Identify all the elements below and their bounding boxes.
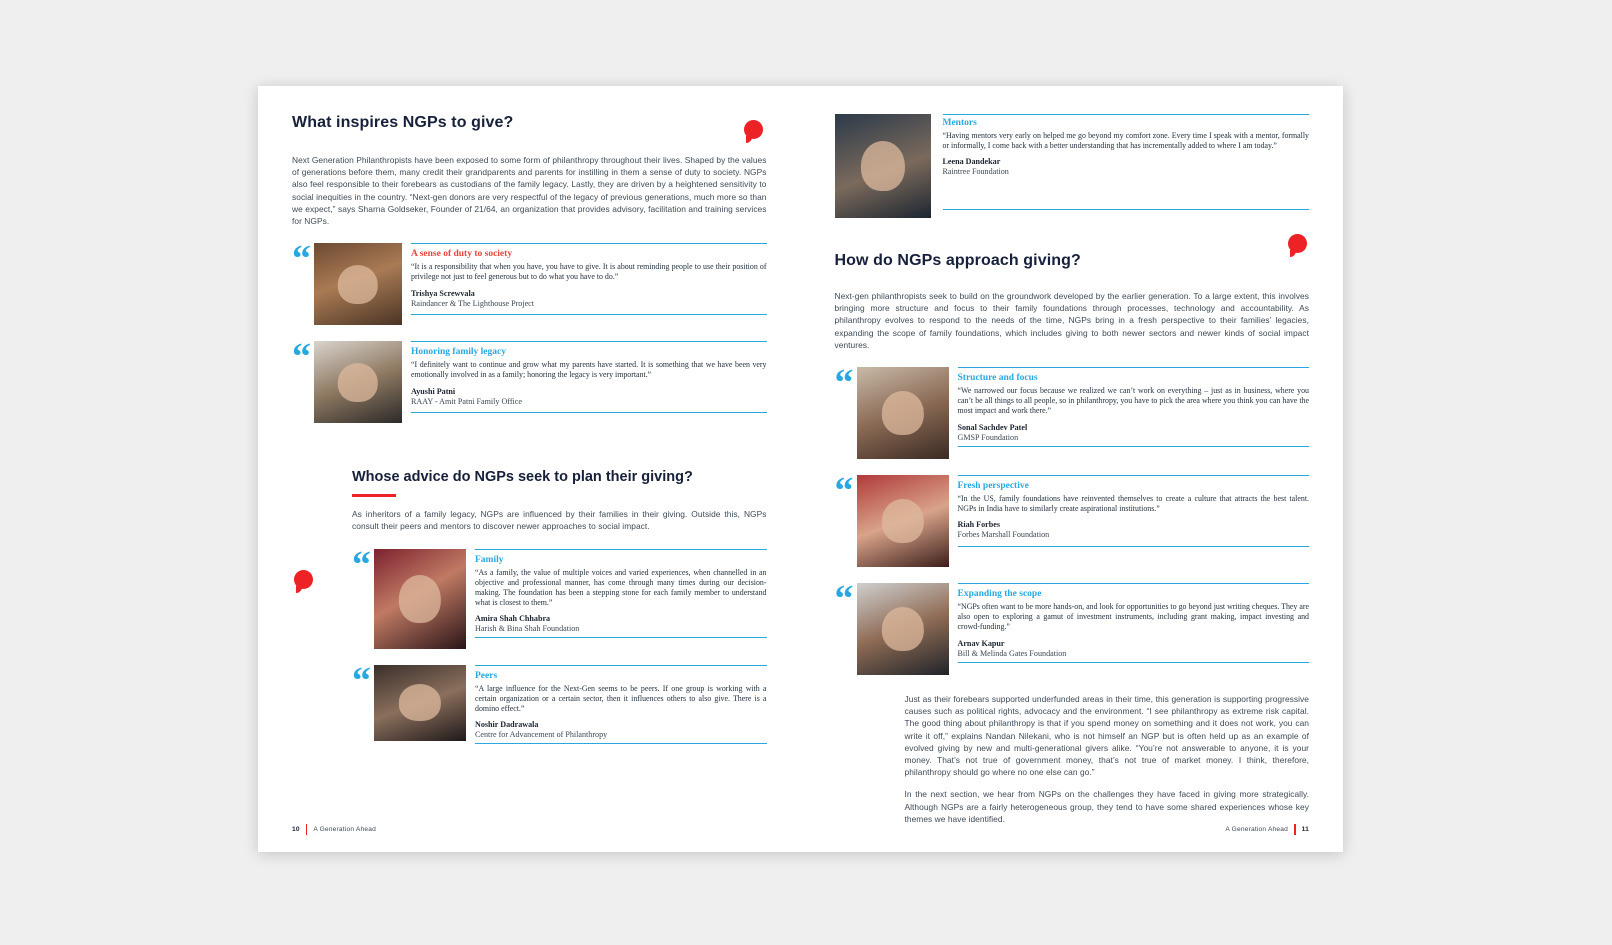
quote-mark-icon: “ bbox=[834, 362, 854, 405]
quote-author: Arnav Kapur bbox=[957, 638, 1005, 648]
quote-org: GMSP Foundation bbox=[957, 432, 1019, 442]
quote-author: Leena Dandekar bbox=[942, 157, 1001, 167]
quote-text: “I definitely want to continue and grow what my parents have started. It is something that we have been very emotionally involved in as a family; honoring the legacy is very important.” bbox=[411, 360, 767, 380]
quote-body bbox=[943, 114, 1310, 210]
quote-author: Amira Shah Chhabra bbox=[475, 614, 551, 624]
closing-paragraph: In the next section, we hear from NGPs on the challenges they have faced in giving more strategically. Although NGPs are a fairly heterogeneous group, they tend to have some shared experiences whose key themes we have identified. bbox=[904, 789, 1309, 824]
quote-card bbox=[292, 336, 767, 423]
quote-title: Mentors bbox=[942, 118, 977, 128]
decorative-dot-icon bbox=[744, 120, 763, 139]
quote-body bbox=[958, 583, 1310, 663]
quote-body bbox=[411, 243, 767, 315]
quote-author: Trishya Screwvala bbox=[411, 288, 475, 298]
quote-author: Riah Forbes bbox=[957, 520, 1000, 530]
quote-title: Family bbox=[475, 554, 504, 565]
quote-body bbox=[411, 341, 767, 413]
quote-mark-icon: “ bbox=[292, 336, 311, 379]
portrait-image bbox=[374, 549, 466, 649]
quote-mark-icon: “ bbox=[292, 238, 311, 281]
subsection-title: Whose advice do NGPs seek to plan their giving? bbox=[352, 469, 693, 486]
portrait-image bbox=[857, 475, 949, 567]
quote-title: Fresh perspective bbox=[957, 481, 1029, 492]
footer-left bbox=[292, 824, 376, 835]
quote-text: “As a family, the value of multiple voices and varied experiences, when channelled in an objective and professional manner, has come through many times during our decision-making. The foundation has been a stepping stone for each family member to understand what is closest to them.” bbox=[475, 567, 767, 608]
quote-card bbox=[834, 578, 1310, 675]
decorative-dot-icon bbox=[1288, 234, 1307, 253]
quote-mark-icon: “ bbox=[834, 578, 854, 621]
quote-author: Sonal Sachdev Patel bbox=[957, 422, 1028, 432]
quote-title: Expanding the scope bbox=[957, 589, 1042, 600]
quote-text: “A large influence for the Next-Gen seems to be peers. If one group is working with a certain organization or a certain sector, then it influences others to also give. There is a domino effect.” bbox=[475, 683, 767, 714]
closing-text bbox=[835, 693, 1310, 825]
page-left bbox=[258, 86, 801, 852]
quote-text: “In the US, family foundations have reinvented themselves to create a culture that attracts the best talent. NGPs in India have to similarly create aspirational institutions.” bbox=[957, 494, 1309, 514]
footer-divider bbox=[1294, 824, 1296, 835]
quote-card bbox=[834, 362, 1310, 459]
quote-text: “Having mentors very early on helped me go beyond my comfort zone. Every time I speak with a mentor, formally or informally, I come back with a better understanding that has incrementally added to where I am today.” bbox=[942, 131, 1309, 151]
quote-title: Structure and focus bbox=[957, 373, 1038, 384]
quote-author: Ayushi Patni bbox=[411, 386, 456, 396]
subsection-intro: As inheritors of a family legacy, NGPs are influenced by their families in their giving. Outside this, NGPs consult their peers and mentors to discover newer approaches to social impact. bbox=[352, 509, 767, 532]
footer-right bbox=[1225, 824, 1309, 835]
quote-text: “It is a responsibility that when you have, you have to give. It is about reminding people to use their position of privilege not just to feel generous but to do what you have to do.” bbox=[411, 262, 767, 282]
quote-text: “NGPs often want to be more hands-on, and look for opportunities to go beyond just writing cheques. They are also open to exploring a gamut of investment instruments, including grant making, impact investing and crowd-funding.” bbox=[957, 602, 1309, 632]
document-spread bbox=[258, 86, 1343, 852]
portrait-image bbox=[314, 243, 402, 325]
quote-title: Peers bbox=[475, 670, 498, 681]
footer-label: A Generation Ahead bbox=[1225, 826, 1289, 833]
decorative-dot-icon bbox=[294, 570, 313, 589]
red-divider bbox=[352, 494, 396, 497]
quote-org: Bill & Melinda Gates Foundation bbox=[957, 648, 1067, 658]
portrait-image bbox=[835, 114, 931, 218]
intro-paragraph: Next-gen philanthropists seek to build on the groundwork developed by the earlier generation. To a large extent, this involves bringing more structure and focus to their family foundations through processes, technology and accountability. As philanthropy evolves to respond to the needs of the time, NGPs bring in a fresh perspective to their families’ legacies, expanding the scope of family foundations, which includes giving to both newer sectors and newer kinds of social impact ventures. bbox=[834, 291, 1309, 350]
quote-body bbox=[958, 367, 1310, 447]
quote-card bbox=[292, 238, 767, 325]
subsection bbox=[292, 469, 767, 744]
footer-divider bbox=[306, 824, 308, 835]
quote-org: Harish & Bina Shah Foundation bbox=[475, 624, 580, 634]
page-number: 11 bbox=[1301, 826, 1309, 833]
quote-mark-icon: “ bbox=[834, 470, 854, 513]
quote-card bbox=[352, 543, 767, 649]
quote-body bbox=[958, 475, 1310, 547]
quote-text: “We narrowed our focus because we realized we can’t work on everything – just as in business, where you can’t be all things to all people, so in philanthropy, you have to pick the area where you think you can have the most impact and work there.” bbox=[957, 386, 1309, 416]
quote-org: Raindancer & The Lighthouse Project bbox=[411, 298, 535, 308]
closing-paragraph: Just as their forebears supported underfunded areas in their time, this generation is supporting progressive causes such as political rights, advocacy and the environment. “I see philanthropy as extreme risk capital. The good thing about philanthropy is that if you spend money on something and it does not work, you can write it off,” explains Nandan Nilekani, who is not himself an NGP but is often held up as an example of evolved giving by new and multi-generational givers alike. “You’re not answerable to anyone, it is your money. That’s not true of government money, that’s not true of market money. I think, therefore, philanthropy should go where no one else can go.” bbox=[904, 694, 1309, 778]
quote-body bbox=[475, 665, 767, 745]
quote-title: Honoring family legacy bbox=[411, 347, 506, 358]
page-number: 10 bbox=[292, 826, 300, 833]
quote-mark-icon: “ bbox=[352, 659, 371, 702]
quote-author: Noshir Dadrawala bbox=[475, 720, 539, 730]
quote-card bbox=[352, 659, 767, 745]
portrait-image bbox=[857, 583, 949, 675]
quote-org: Forbes Marshall Foundation bbox=[957, 530, 1050, 540]
intro-paragraph: Next Generation Philanthropists have been exposed to some form of philanthropy throughout their lives. Shaped by the values of generations before them, many credit their grandparents and parents for instilling in them a sense of duty to society. NGPs also feel responsible to their forebears as custodians of the family legacy. Lastly, they are driven by a heightened sensitivity to social inequities in the country. “Next-gen donors are very respectful of the legacy of previous generations, much more so than we expect,” says Sharna Goldseker, Founder of 21/64, an organization that provides advisory, facilitation and training services for NGPs. bbox=[292, 155, 767, 227]
page-title: How do NGPs approach giving? bbox=[834, 252, 1081, 269]
quote-mark-icon: “ bbox=[352, 543, 371, 586]
quote-org: RAAY - Amit Patni Family Office bbox=[411, 396, 522, 406]
portrait-image bbox=[857, 367, 949, 459]
portrait-image bbox=[314, 341, 402, 423]
page-right bbox=[801, 86, 1344, 852]
quote-title: A sense of duty to society bbox=[411, 249, 513, 260]
quote-org: Centre for Advancement of Philanthropy bbox=[475, 730, 608, 740]
page-title: What inspires NGPs to give? bbox=[292, 114, 514, 131]
portrait-image bbox=[374, 665, 466, 741]
quote-card bbox=[834, 470, 1310, 567]
quote-body bbox=[475, 549, 767, 639]
quote-org: Raintree Foundation bbox=[942, 167, 1009, 177]
footer-label: A Generation Ahead bbox=[313, 826, 376, 833]
quote-card bbox=[835, 114, 1310, 218]
